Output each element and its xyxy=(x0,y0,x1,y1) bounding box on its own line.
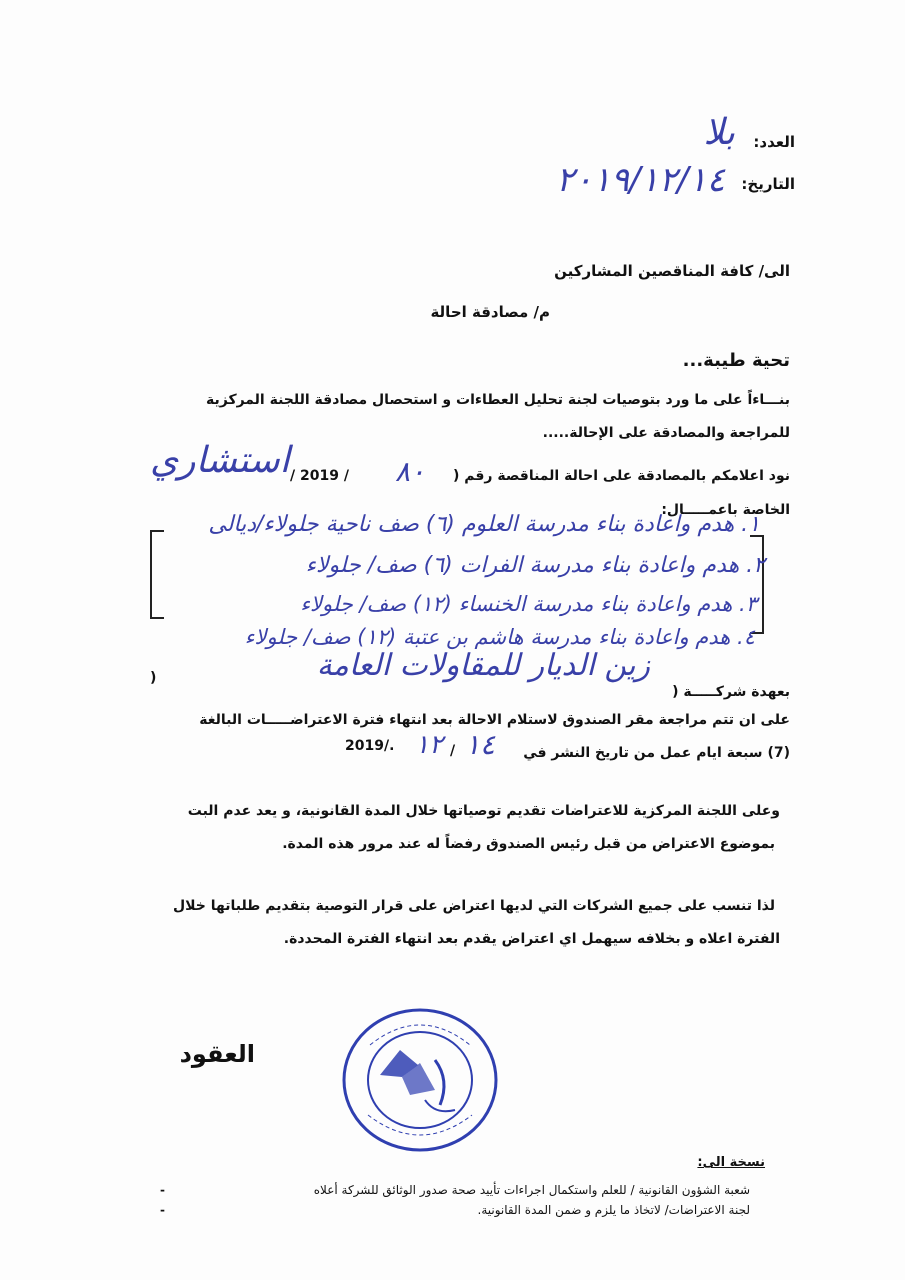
review-slash: / xyxy=(450,743,456,759)
paragraph-1-line-1: بنـــاءاً على ما ورد بتوصيات لجنة تحليل العطاءات و استحصال مصادقة اللجنة المركزية xyxy=(205,392,790,408)
copies-dash-1: - xyxy=(160,1183,165,1197)
review-day: ١٤ xyxy=(465,728,496,761)
company-label: بعهدة شركـــــة ( xyxy=(672,684,790,700)
copies-item-2: لجنة الاعتراضات/ لاتخاذ ما يلزم و ضمن المدة القانونية. xyxy=(477,1203,750,1217)
official-stamp xyxy=(340,1005,500,1155)
paragraph-2-line-1: وعلى اللجنة المركزية للاعتراضات تقديم توصياتها خلال المدة القانونية، و يعد عدم البت xyxy=(187,803,780,819)
tender-line-2: الخاصة باعمـــــال: xyxy=(661,502,790,518)
works-item-3: ٣. هدم واعادة بناء مدرسة الخنساء (١٢) صف/ جلولاء xyxy=(300,592,757,616)
tender-year: / 2019 / xyxy=(290,468,349,484)
subject-line: م/ مصادقة احالة xyxy=(430,303,550,321)
paragraph-3-line-1: لذا تنسب على جميع الشركات التي لديها اعتراض على قرار التوصية بتقديم طلباتها خلال xyxy=(173,898,775,914)
tender-number: ٨٠ xyxy=(395,455,426,488)
company-name: زين الديار للمقاولات العامة xyxy=(316,648,650,683)
review-year: 2019/. xyxy=(345,738,395,754)
company-close: ) xyxy=(150,670,157,686)
works-bracket-right xyxy=(750,535,764,634)
date-value: ٢٠١٩/١٢/١٤ xyxy=(555,160,725,200)
works-item-2: ٢. هدم واعادة بناء مدرسة الفرات (٦) صف/ جلولاء xyxy=(305,553,765,578)
paragraph-3-line-2: الفترة اعلاه و بخلافه سيهمل اي اعتراض يقدم بعد انتهاء الفترة المحددة. xyxy=(283,931,780,947)
review-month: ١٢ xyxy=(415,730,443,760)
recipient-line: الى/ كافة المناقصين المشاركين xyxy=(554,262,790,280)
greeting: تحية طيبة... xyxy=(682,350,790,371)
tender-type: استشاري xyxy=(150,440,290,481)
works-item-1: ١. هدم واعادة بناء مدرسة العلوم (٦) صف ناحية جلولاء/ديالى xyxy=(208,512,760,537)
number-label: العدد: xyxy=(753,133,795,151)
works-bracket-left xyxy=(150,530,164,619)
tender-line-prefix: نود اعلامكم بالمصادقة على احالة المناقصة رقم ( xyxy=(453,468,790,484)
works-item-4: ٤. هدم واعادة بناء مدرسة هاشم بن عتبة (١٢) صف/ جلولاء xyxy=(244,625,755,649)
copies-dash-2: - xyxy=(160,1203,165,1217)
number-value: بلا xyxy=(703,112,735,153)
date-label: التاريخ: xyxy=(741,175,795,193)
copies-item-1: شعبة الشؤون القانونية / للعلم واستكمال اجراءات تأييد صحة صدور الوثائق للشركة أعلاه xyxy=(313,1183,750,1197)
paragraph-1-line-2: للمراجعة والمصادقة على الإحالة..... xyxy=(542,425,790,441)
signature: العقود xyxy=(179,1040,255,1068)
review-line-1: على ان تتم مراجعة مقر الصندوق لاستلام الاحالة بعد انتهاء فترة الاعتراضـــــات البالغة xyxy=(199,712,790,728)
review-line-2: (7) سبعة ايام عمل من تاريخ النشر في xyxy=(523,745,790,761)
copies-heading: نسخة الى: xyxy=(697,1155,765,1170)
paragraph-2-line-2: بموضوع الاعتراض من قبل رئيس الصندوق رفضاً له عند مرور هذه المدة. xyxy=(282,836,775,852)
